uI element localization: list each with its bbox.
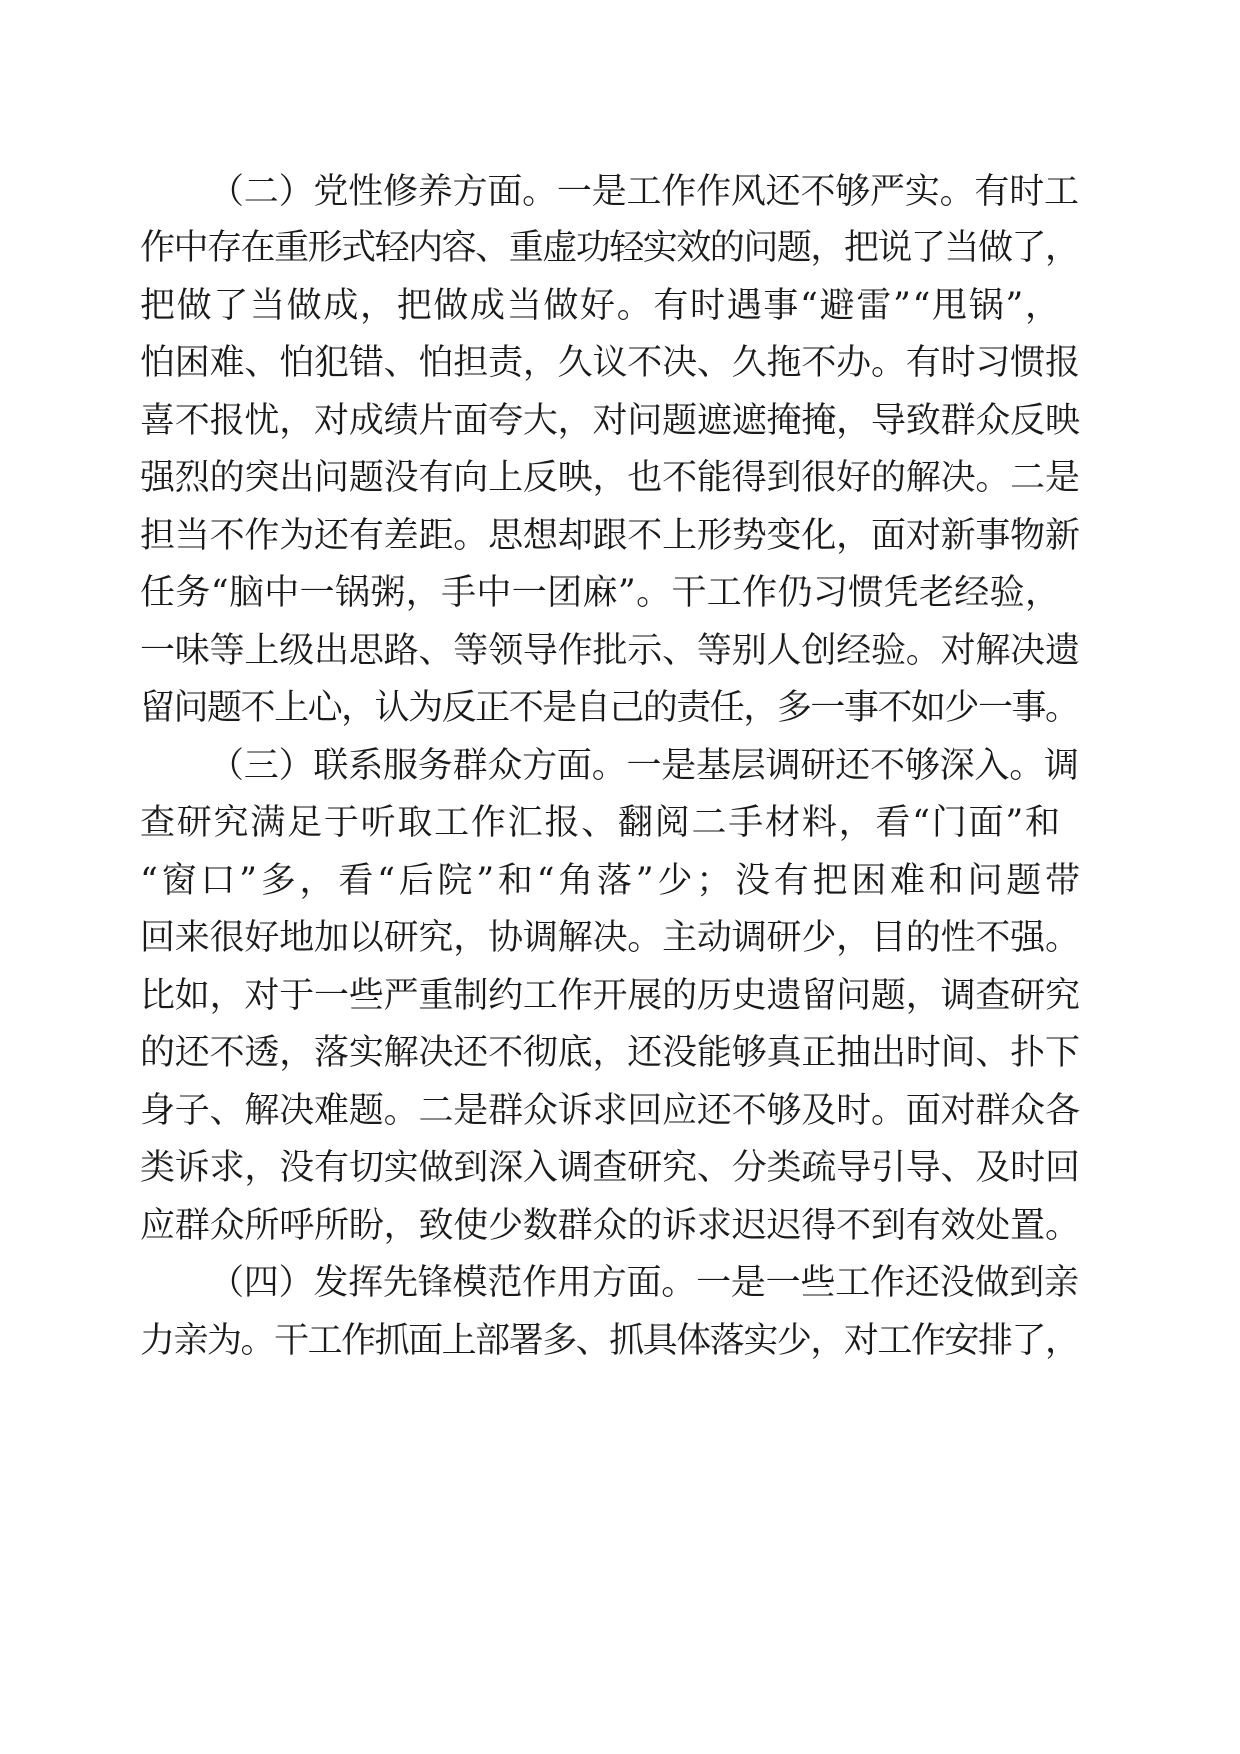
text-line: 任务“脑中一锅粥，手中一团麻”。干工作仍习惯凭老经验， [140,573,1061,613]
text-line: （二）党性修养方面。一是工作作风还不够严实。有时工 [209,172,1079,212]
text-line: 的还不透，落实解决还不彻底，还没能够真正抽出时间、扑下 [140,1033,1080,1073]
text-line: 喜不报忧，对成绩片面夸大，对问题遮遮掩掩，导致群众反映 [140,401,1080,441]
text-line: 强烈的突出问题没有向上反映，也不能得到很好的解决。二是 [140,458,1080,498]
text-line: “窗口”多，看“后院”和“角落”少；没有把困难和问题带 [140,861,1084,901]
text-line: 一味等上级出思路、等领导作批示、等别人创经验。对解决遗 [140,631,1080,671]
text-line: 把做了当做成，把做成当做好。有时遇事“避雷”“甩锅”， [140,286,1062,326]
text-line: 类诉求，没有切实做到深入调查研究、分类疏导引导、及时回 [140,1148,1080,1188]
text-line: 怕困难、怕犯错、怕担责，久议不决、久拖不办。有时习惯报 [140,343,1080,383]
text-line: 应群众所呼所盼，致使少数群众的诉求迟迟得不到有效处置。 [140,1206,1080,1246]
text-line: 查研究满足于听取工作汇报、翻阅二手材料，看“门面”和 [140,803,1062,843]
text-line: 身子、解决难题。二是群众诉求回应还不够及时。面对群众各 [140,1091,1080,1131]
text-line: 留问题不上心，认为反正不是自己的责任，多一事不如少一事。 [140,688,1079,728]
text-line: 担当不作为还有差距。思想却跟不上形势变化，面对新事物新 [140,516,1080,556]
text-line: 力亲为。干工作抓面上部署多、抓具体落实少，对工作安排了， [140,1321,1079,1361]
text-line: （四）发挥先锋模范作用方面。一是一些工作还没做到亲 [209,1263,1079,1303]
text-line: 回来很好地加以研究，协调解决。主动调研少，目的性不强。 [140,918,1080,958]
text-line: 作中存在重形式轻内容、重虚功轻实效的问题，把说了当做了， [140,228,1079,268]
text-line: 比如，对于一些严重制约工作开展的历史遗留问题，调查研究 [140,976,1080,1016]
text-line: （三）联系服务群众方面。一是基层调研还不够深入。调 [209,746,1079,786]
